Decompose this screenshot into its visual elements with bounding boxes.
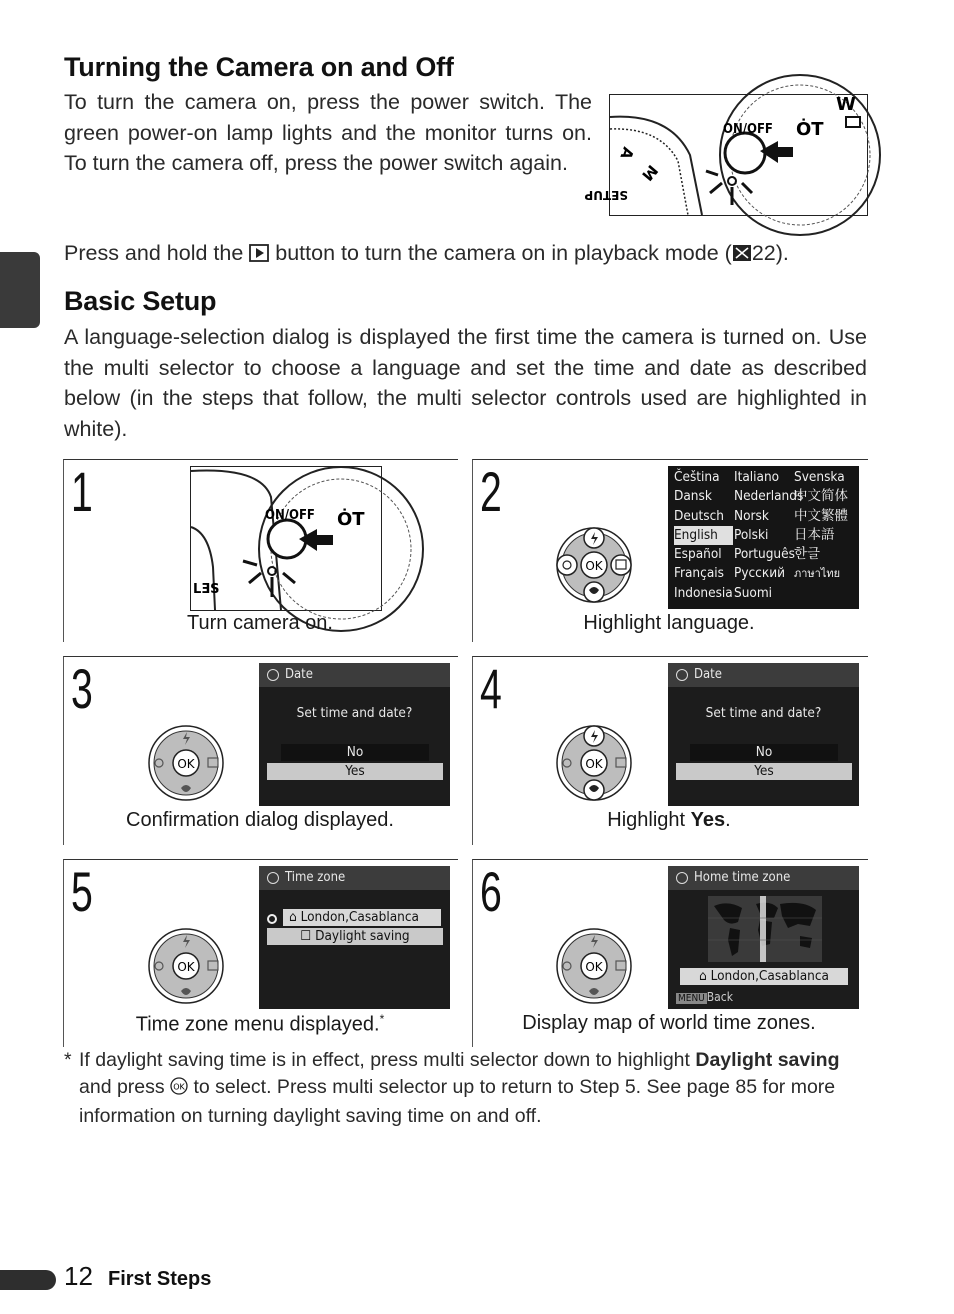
- playback-note-post: button to turn the camera on in playback mode (: [275, 241, 732, 265]
- step1-camera-illustration: [190, 466, 382, 611]
- multi-selector-icon: [147, 724, 225, 802]
- home-tz-header-label: Home time zone: [694, 870, 791, 885]
- time-zone-city-option[interactable]: ⌂ London,Casablanca: [283, 909, 441, 926]
- language-item[interactable]: ภาษาไทย: [794, 567, 841, 581]
- language-item[interactable]: 中文繁體: [794, 507, 848, 524]
- step-number-4: 4: [480, 657, 502, 720]
- world-map: [708, 896, 822, 962]
- language-item[interactable]: Deutsch: [674, 507, 724, 524]
- footnote-text-2: and press: [79, 1076, 171, 1098]
- camera-on-off-label: ON/OFF: [723, 122, 773, 137]
- ok-label: OK: [585, 960, 603, 974]
- time-zone-header-label: Time zone: [285, 870, 346, 885]
- step-number-1: 1: [71, 460, 93, 523]
- section-title-basic-setup: Basic Setup: [64, 286, 217, 316]
- step5-caption: [100, 1012, 420, 1037]
- section-title-power: Turning the Camera on and Off: [64, 52, 454, 82]
- clock-icon: [676, 872, 688, 884]
- date-dialog-header: [259, 663, 450, 687]
- multi-selector-icon: [555, 724, 633, 802]
- clock-icon: [676, 669, 688, 681]
- footer-bar: [0, 1270, 56, 1290]
- footnote-text-3: to select. Press multi selector up to return to Step 5. See page 85 for more information on turning daylight saving time on and off.: [79, 1076, 836, 1127]
- date-dialog-screen-yes: [668, 663, 859, 806]
- step4-caption-post: .: [725, 809, 731, 831]
- language-item[interactable]: 한글: [794, 546, 821, 563]
- power-intro: To turn the camera on, press the power switch. The green power-on lamp lights and the monitor turns on. To turn the camera off, press the power switch again.: [64, 90, 592, 175]
- language-item[interactable]: Português: [734, 546, 795, 563]
- language-item[interactable]: Español: [674, 546, 722, 563]
- playback-note: [64, 238, 867, 271]
- footnote-bold: Daylight saving: [695, 1049, 840, 1071]
- home-tz-city-option[interactable]: ⌂ London,Casablanca: [680, 968, 848, 985]
- ok-icon-label: OK: [173, 1082, 185, 1092]
- back-label: Back: [706, 990, 733, 1004]
- camera-top-illustration: [584, 94, 868, 216]
- step-number-6: 6: [480, 860, 502, 923]
- step-number-2: 2: [480, 460, 502, 523]
- page-number: 12: [64, 1261, 93, 1291]
- svg-text:LƎS: LƎS: [193, 582, 220, 597]
- step3-caption: Confirmation dialog displayed.: [126, 809, 394, 831]
- clock-icon: [267, 872, 279, 884]
- language-column-1: [674, 468, 733, 603]
- language-column-2: [734, 468, 803, 603]
- svg-text:A: A: [616, 144, 638, 162]
- section-name: First Steps: [108, 1268, 212, 1290]
- step4-caption-pre: Highlight: [607, 809, 691, 831]
- step1-on-off-label: ON/OFF: [265, 508, 315, 523]
- chapter-tab: [0, 252, 40, 328]
- home-time-zone-screen: [668, 866, 859, 1009]
- tz-city-label: London,Casablanca: [300, 909, 419, 925]
- language-item-selected[interactable]: English: [674, 526, 733, 545]
- svg-text:ȮT: ȮT: [796, 119, 824, 140]
- date-question: Set time and date?: [705, 705, 822, 721]
- ok-label: OK: [585, 757, 603, 771]
- no-option[interactable]: No: [281, 744, 429, 761]
- basic-setup-intro: A language-selection dialog is displayed the first time the camera is turned on. Use the multi selector to choose a language and set the time and date as described below (in the steps that follow, the multi selector controls used are highlighted in white).: [64, 325, 867, 441]
- step5-caption-text: Time zone menu displayed.: [135, 1013, 380, 1036]
- time-zone-header: [259, 866, 450, 890]
- multi-selector-icon: [147, 927, 225, 1005]
- language-item[interactable]: Polski: [734, 526, 769, 543]
- playback-icon: [249, 240, 269, 271]
- ok-label: OK: [177, 960, 195, 974]
- home-tz-header: [668, 866, 859, 890]
- yes-option[interactable]: Yes: [676, 763, 852, 780]
- date-header-label: Date: [285, 667, 313, 682]
- language-item[interactable]: Nederlands: [734, 488, 804, 505]
- back-button[interactable]: [676, 989, 733, 1007]
- svg-text:W: W: [836, 94, 856, 115]
- language-column-3: [794, 468, 848, 584]
- language-item[interactable]: Indonesia: [674, 584, 733, 601]
- language-item[interactable]: Italiano: [734, 469, 780, 485]
- tz-target-icon: [267, 914, 277, 924]
- time-zone-screen: [259, 866, 450, 1009]
- language-item[interactable]: Русский: [734, 565, 785, 582]
- step-number-5: 5: [71, 860, 93, 923]
- dst-label: Daylight saving: [315, 928, 410, 944]
- footnote-star: *: [64, 1049, 72, 1071]
- camera-setup-label: SETUP: [584, 188, 628, 202]
- date-header-label: Date: [694, 667, 722, 682]
- daylight-saving-option[interactable]: ☐ Daylight saving: [267, 928, 443, 945]
- page-ref-icon: [732, 240, 752, 271]
- language-item[interactable]: Dansk: [674, 488, 712, 505]
- svg-text:M: M: [638, 161, 662, 185]
- ok-label: OK: [177, 757, 195, 771]
- camera-dial-drawing: [584, 94, 867, 215]
- ok-button-icon: [170, 1076, 188, 1103]
- language-item[interactable]: 中文简体: [794, 488, 848, 505]
- step-number-3: 3: [71, 657, 93, 720]
- footnote: [64, 1047, 867, 1130]
- ok-label: OK: [585, 559, 603, 573]
- multi-selector-icon: [555, 927, 633, 1005]
- multi-selector-icon: [555, 526, 633, 604]
- language-item[interactable]: Suomi: [734, 584, 773, 601]
- svg-text:ȮT: ȮT: [337, 509, 365, 530]
- footnote-text-1: If daylight saving time is in effect, press multi selector down to highlight: [79, 1049, 696, 1071]
- no-option[interactable]: No: [690, 744, 838, 761]
- footnote-mark: *: [379, 1012, 385, 1026]
- language-screen: [668, 466, 859, 609]
- yes-option[interactable]: Yes: [267, 763, 443, 780]
- step1-caption: Turn camera on.: [187, 612, 333, 634]
- step4-caption-bold: Yes: [690, 809, 726, 831]
- language-item[interactable]: Svenska: [794, 469, 845, 485]
- home-tz-city-label: London,Casablanca: [710, 968, 829, 984]
- language-item[interactable]: Čeština: [674, 469, 720, 485]
- clock-icon: [267, 669, 279, 681]
- language-item[interactable]: Norsk: [734, 507, 769, 524]
- step2-caption: Highlight language.: [583, 612, 755, 634]
- date-dialog-screen: [259, 663, 450, 806]
- step6-caption: Display map of world time zones.: [522, 1012, 816, 1034]
- language-item[interactable]: Français: [674, 565, 724, 582]
- language-item[interactable]: 日本語: [794, 526, 835, 543]
- playback-note-ref: 22).: [751, 241, 789, 265]
- playback-note-pre: Press and hold the: [64, 241, 244, 265]
- date-question: Set time and date?: [296, 705, 413, 721]
- step4-caption: [569, 809, 769, 832]
- date-dialog-header: [668, 663, 859, 687]
- menu-key-label: MENU: [678, 993, 705, 1004]
